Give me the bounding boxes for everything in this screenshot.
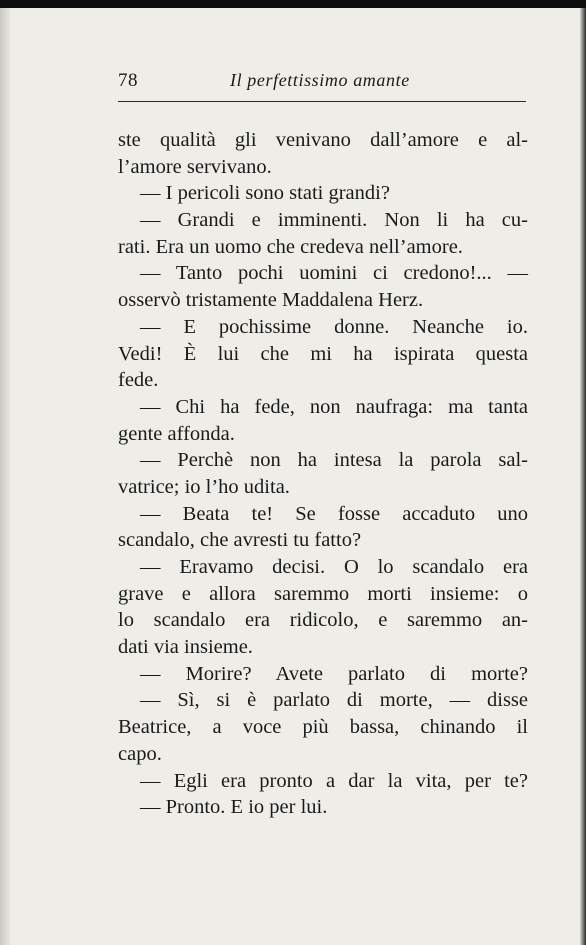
text-line: gente affonda. (118, 422, 235, 445)
page-header (118, 68, 526, 96)
text-line: scandalo, che avresti tu fatto? (118, 529, 362, 552)
text-line: — Morire? Avete parlato di morte? (140, 662, 528, 685)
text-line: — E pochissime donne. Neanche io. (140, 315, 528, 338)
text-line: ste qualità gli venivano dall’amore e al- (118, 129, 528, 151)
text-line: — Tanto pochi uomini ci credono!... — (140, 262, 528, 285)
scan-right-edge (580, 8, 586, 945)
scan-top-edge (0, 0, 586, 8)
text-line: fede. (118, 369, 159, 392)
page-number: 78 (118, 70, 138, 91)
text-line: lo scandalo era ridicolo, e saremmo an- (118, 609, 528, 632)
text-line: l’amore servivano. (118, 155, 272, 178)
text-line: — Chi ha fede, non naufraga: ma tanta (140, 395, 528, 418)
text-line: — Eravamo decisi. O lo scandalo era (140, 556, 528, 578)
header-rule (118, 101, 526, 102)
text-line: vatrice; io l’ho udita. (118, 475, 290, 498)
text-line: rati. Era un uomo che credeva nell’amore. (118, 235, 463, 258)
text-line: — Perchè non ha intesa la parola sal- (140, 449, 528, 472)
body-text (118, 127, 528, 821)
text-line: osservò tristamente Maddalena Herz. (118, 289, 424, 312)
text-line: dati via insieme. (118, 636, 253, 659)
text-line: grave e allora saremmo morti insieme: o (118, 582, 528, 605)
text-line: Beatrice, a voce più bassa, chinando il (118, 716, 528, 739)
text-line: — Pronto. E io per lui. (140, 796, 328, 819)
text-line: — Grandi e imminenti. Non li ha cu- (140, 209, 528, 232)
text-line: — I pericoli sono stati grandi? (140, 182, 390, 205)
text-line: capo. (118, 742, 162, 765)
text-line: — Sì, si è parlato di morte, — disse (140, 689, 528, 712)
running-title: Il perfettissimo amante (230, 70, 410, 90)
scan-left-edge (0, 8, 10, 945)
text-line: Vedi! È lui che mi ha ispirata questa (118, 342, 528, 365)
text-line: — Egli era pronto a dar la vita, per te? (140, 769, 528, 792)
text-line: — Beata te! Se fosse accaduto uno (140, 502, 528, 525)
